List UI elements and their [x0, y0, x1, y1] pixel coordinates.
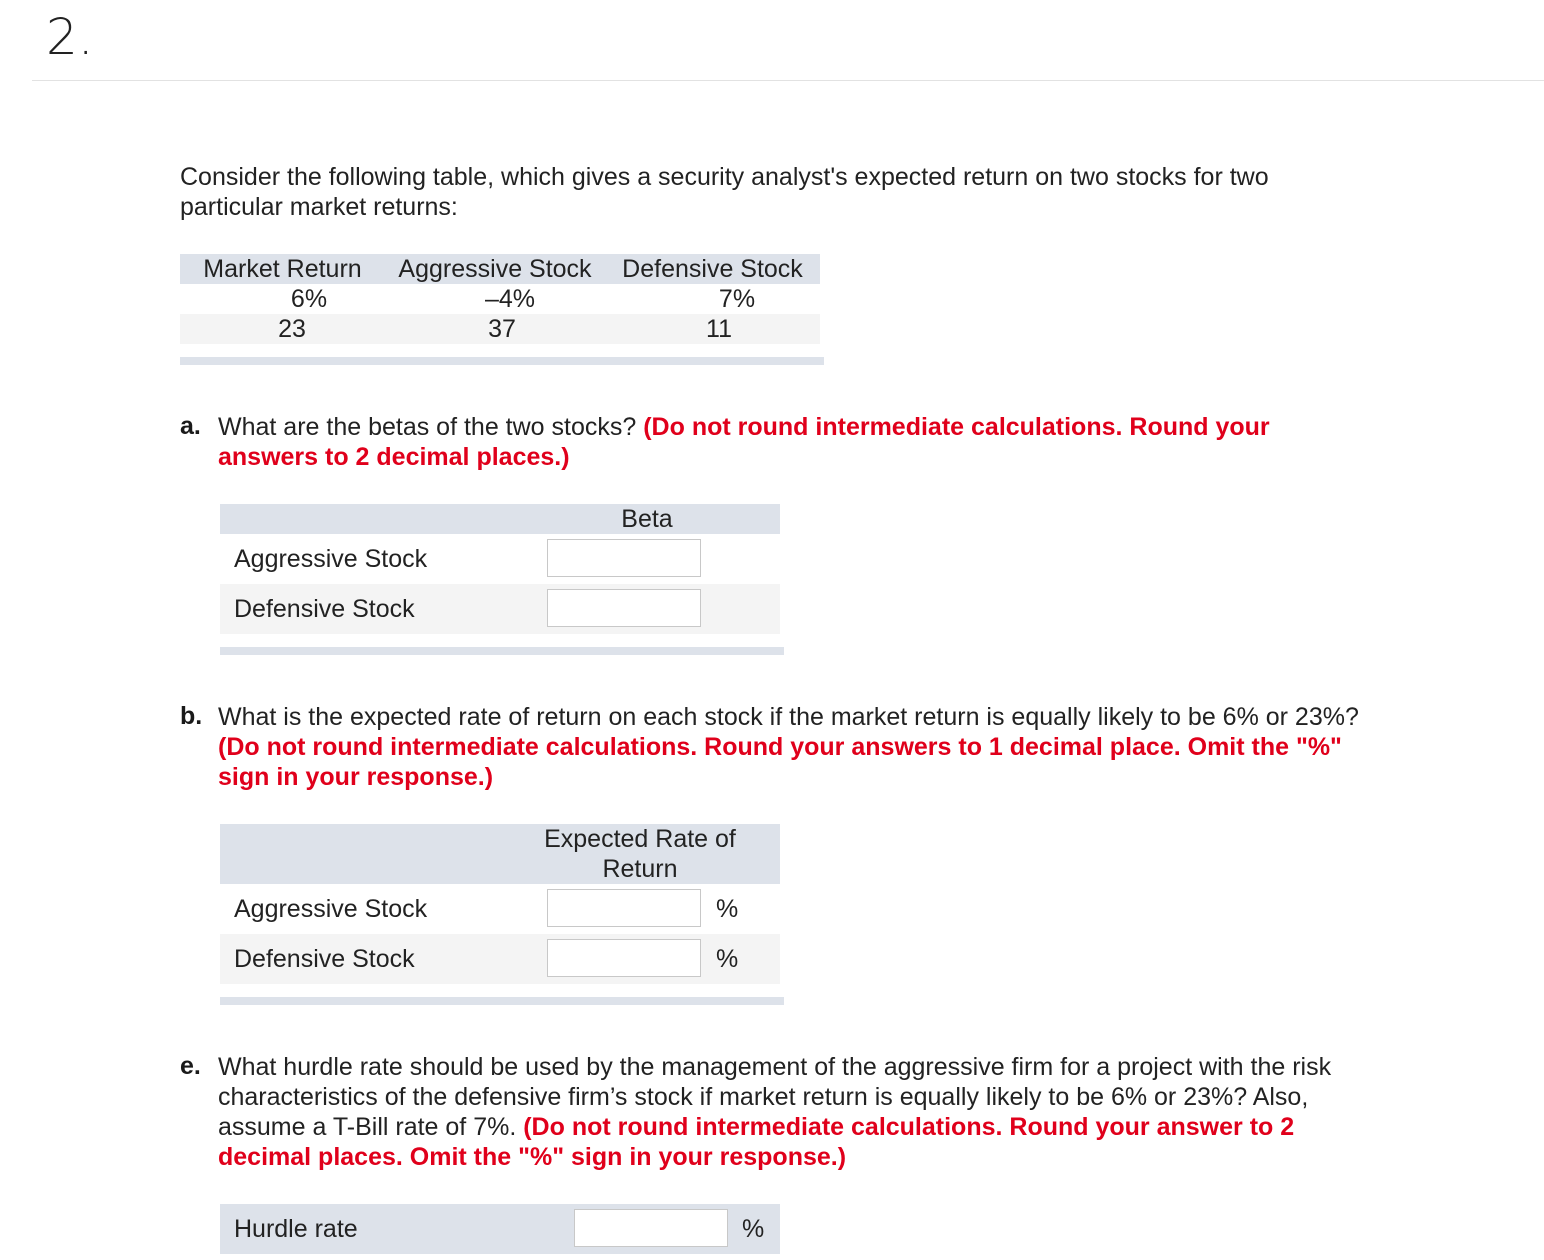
part-a-instruction-2: answers to 2 decimal places.) — [218, 443, 570, 471]
cell-aggressive-1: –4% — [484, 285, 536, 313]
intro-line-2: particular market returns: — [180, 193, 458, 221]
header-aggressive-stock: Aggressive Stock — [398, 255, 592, 283]
part-e-question-line-1: What hurdle rate should be used by the management of the aggressive firm for a project with the risk — [218, 1053, 1332, 1081]
beta-row-label-aggressive: Aggressive Stock — [234, 545, 428, 573]
expected-return-defensive-input[interactable] — [547, 939, 701, 977]
expected-row-label-aggressive: Aggressive Stock — [234, 895, 428, 923]
cell-market-1: 6% — [290, 285, 328, 313]
beta-aggressive-input[interactable] — [547, 539, 701, 577]
expected-row-label-defensive: Defensive Stock — [234, 945, 415, 973]
part-a-question — [218, 412, 1270, 442]
cell-aggressive-2: 37 — [488, 315, 516, 343]
part-b-instruction-2: sign in your response.) — [218, 763, 494, 791]
part-e-question-text-3: assume a T-Bill rate of 7%. — [218, 1113, 517, 1141]
percent-sign: % — [742, 1215, 765, 1243]
part-e-question-line-2: characteristics of the defensive firm’s stock if market return is equally likely to be 6% or 23%? Also, — [218, 1083, 1309, 1111]
beta-defensive-input[interactable] — [547, 589, 701, 627]
part-a-instruction-1: (Do not round intermediate calculations. Round your — [643, 413, 1270, 441]
cell-market-2: 23 — [278, 315, 306, 343]
header-defensive-stock: Defensive Stock — [622, 255, 803, 283]
part-a-label: a. — [180, 412, 201, 440]
part-b-label: b. — [180, 702, 203, 730]
data-table-footer — [180, 357, 824, 365]
beta-row-label-defensive: Defensive Stock — [234, 595, 415, 623]
header-market-return: Market Return — [203, 255, 362, 283]
part-b-instruction-1: (Do not round intermediate calculations. Round your answers to 1 decimal place. Omit the "%" — [218, 733, 1342, 761]
beta-table-footer — [220, 647, 784, 655]
part-e-instruction-2: decimal places. Omit the "%" sign in your response.) — [218, 1143, 847, 1171]
part-e-label: e. — [180, 1052, 201, 1080]
expected-return-header-line-1: Expected Rate of — [544, 825, 736, 853]
expected-return-table-footer — [220, 997, 784, 1005]
hurdle-rate-label: Hurdle rate — [234, 1215, 358, 1243]
question-number: 2. — [46, 8, 94, 66]
cell-defensive-2: 11 — [706, 315, 732, 343]
part-a-question-text: What are the betas of the two stocks? — [218, 413, 637, 441]
part-e-instruction-1: (Do not round intermediate calculations. Round your answer to 2 — [523, 1113, 1295, 1141]
cell-defensive-1: 7% — [718, 285, 756, 313]
beta-column-header: Beta — [621, 505, 673, 533]
expected-return-aggressive-input[interactable] — [547, 889, 701, 927]
part-b-question: What is the expected rate of return on each stock if the market return is equally likely to be 6% or 23%? — [218, 703, 1359, 731]
part-e-question-line-3 — [218, 1112, 1294, 1142]
hurdle-rate-input[interactable] — [574, 1209, 728, 1247]
percent-sign: % — [716, 895, 739, 923]
percent-sign: % — [716, 945, 739, 973]
intro-line-1: Consider the following table, which gives a security analyst's expected return on two stocks for two — [180, 163, 1269, 191]
expected-return-header-line-2: Return — [602, 855, 678, 883]
divider — [32, 80, 1544, 81]
